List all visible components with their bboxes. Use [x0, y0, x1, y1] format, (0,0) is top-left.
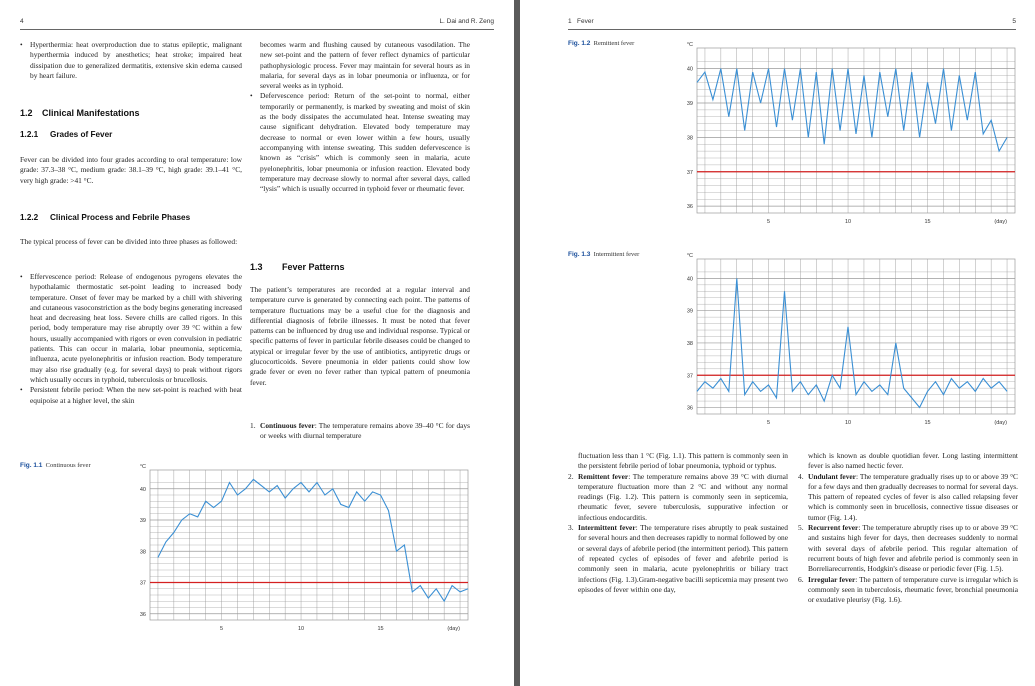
y-tick-label: 40 — [686, 66, 693, 73]
x-tick-label: 5 — [767, 420, 771, 426]
list-item-2: 2. Remittent fever: The temperature remains above 39 °C with diurnal temperature fluctuation more than 2 °C and without any normal readings (Fig. 1.2). This pattern is commonly seen in septicemia, rheumatic fever, severe tuberculosis, suppurative infection or infectious endocarditis. — [568, 471, 789, 522]
section-1-3-heading: 1.3 Fever Patterns — [250, 262, 345, 272]
x-tick-label: (day) — [994, 420, 1007, 426]
y-tick-label: 39 — [139, 518, 146, 524]
bullet-effervescence: • Effervescence period: Release of endogenous pyrogens elevates the hypothalamic thermostatic set-point leading to increased body temperature. Onset of fever may be marked by a chill with shivering and cutaneous vasoconstriction as the body begins generating increased heat and decreasing heat loss. Severe chills are called rigors. In this period, body temperature may rise abruptly over 39 °C within a few hours, usually accompanied with rigors or even convulsion in pediatric patients. This can occur in malaria, lobar pneumonia, septicemia, influenza, acute pyelonephritis or infusion reaction. Body temperature may also rise gradually (e.g. for several days) to peak without rigors which usually occurs in typhoid, tuberculosis or brucellosis. — [20, 272, 242, 384]
list-item-4: 4. Undulant fever: The temperature gradually rises up to or above 39 °C for a few days and then gradually decreases to normal for several days. This pattern of repeated cycles of fever is also called relapsing fever which is commonly seen in brucellosis, connective tissue diseases or tumor (Fig. 1.4). — [798, 471, 1018, 522]
x-tick-label: 10 — [297, 626, 305, 632]
double-quotidian-continuation: which is known as double quotidian fever. Long lasting intermittent fever is also named hectic fever. — [808, 451, 1018, 471]
page-number-right: 5 — [1012, 18, 1016, 25]
x-tick-label: 15 — [924, 420, 931, 426]
list-item-1: 1. Continuous fever: The temperature remains above 39–40 °C for days or weeks with diurnal temperature — [250, 421, 470, 441]
y-tick-label: 37 — [686, 169, 693, 176]
persistent-continuation: becomes warm and flushing caused by cutaneous vasodilation. The new set-point and the pattern of fever reflect dynamics of particular pathophysiologic process. Fever may maintain for several hours as in malaria, for several days as in lobar pneumonia or influenza, or for several weeks as in typhoid. — [260, 40, 470, 91]
right-page — [520, 0, 1035, 686]
section-1-2-heading: 1.2 Clinical Manifestations — [20, 108, 140, 118]
y-tick-label: 36 — [139, 611, 146, 618]
running-head-chapter: 1 Fever — [568, 18, 594, 25]
phases-intro: The typical process of fever can be divided into three phases as followed: — [20, 237, 238, 246]
x-tick-label: (day) — [994, 219, 1007, 225]
page-number-left: 4 — [20, 18, 24, 25]
bullet-defervescence: • Defervescence period: Return of the set-point to normal, either temporarily or permanently, is marked by sweating and moist of skin as the body dissipates the accumulated heat. Intense sweating may cause significant dehydration. Elevated body temperature may decrease to normal or even lower within a few hours, usually accompanying with intense sweating. This sudden defervescence is known as “crisis” which is commonly seen in malaria, acute pyelonephritis, lobar pneumonia or infusion reaction. Elevated body temperature may decrease slowly to normal after several days, called “lysis” which is usually occurred in typhoid fever or rheumatic fever. — [250, 91, 470, 194]
y-tick-label: 36 — [686, 204, 693, 211]
x-tick-label: 10 — [844, 420, 852, 426]
y-tick-label: 38 — [686, 340, 693, 347]
x-tick-label: 5 — [220, 626, 224, 632]
y-tick-label: 38 — [686, 135, 693, 142]
x-tick-label: 15 — [924, 219, 931, 225]
list-item-3: 3. Intermittent fever: The temperature rises abruptly to peak sustained for several hours and then decreases rapidly to normal followed by one or several days of afebrile period (the intermittent period). This pattern of repeated cycles of episodes of fever and afebrile period is commonly seen in malaria, acute pyelonephritis or biliary tract infections (Fig. 1.3).Gram-negative bacilli septicemia may present two episodes of fever within one day, — [568, 523, 788, 594]
list-item-6: 6. Irregular fever: The pattern of temperature curve is irregular which is commonly seen in tuberculosis, rheumatic fever, bronchial pneumonia or exudative pleurisy (Fig. 1.6). — [798, 574, 1018, 605]
header-rule-right — [568, 29, 1016, 30]
running-head-authors: L. Dai and R. Zeng — [439, 18, 494, 25]
list-item-5: 5. Recurrent fever: The temperature abruptly rises up to or above 39 °C and sustains high fever for days, then decreases suddenly to normal with several days of afebrile period. This regular alternation of recurrent bouts of high fever and afebrile period is commonly seen in Borreliarecurrentis, Hodgkin's disease or periodic fever (Fig. 1.5). — [798, 523, 1018, 574]
continuous-continuation: fluctuation less than 1 °C (Fig. 1.1). This pattern is commonly seen in the persistent febrile period of lobar pneumonia, typhoid or typhus. — [578, 451, 788, 471]
fig-1-3-caption: Fig. 1.3 Intermittent fever — [568, 251, 640, 258]
fig-1-1-caption: Fig. 1.1 Continuous fever — [20, 462, 91, 469]
grades-paragraph: Fever can be divided into four grades according to oral temperature: low grade: 37.3–38 °C, medium grade: 38.1–39 °C, high grade: 39.1–41 °C, very high grade: >41 °C. — [20, 155, 242, 185]
unit-label: °C — [686, 253, 693, 259]
left-page — [0, 0, 514, 686]
right-col1 — [568, 451, 788, 595]
unit-label: °C — [686, 42, 693, 48]
x-tick-label: (day) — [447, 626, 460, 632]
fig-1-1-chart — [128, 460, 478, 640]
patterns-paragraph: The patient’s temperatures are recorded at a regular interval and temperature curve is generated by connecting each point. The patterns of temperature fluctuations may be a useful clue for the diagnosis and differential diagnosis of febrile illnesses. It must be noted that fever patterns can be influenced by drug use and individual response. Typical or specific patterns of fever in particular febrile diseases could be changed to atypical or irregular fever by the use of antibiotics, antipyretic drugs or glucocorticoids. Severe pneumonia in elder patients could show low grade fever or even no fever rather than typical pattern of pneumonia fever. — [250, 285, 470, 387]
left-col2-top — [250, 40, 470, 194]
y-tick-label: 39 — [686, 308, 693, 315]
y-tick-label: 39 — [686, 101, 693, 107]
x-tick-label: 15 — [377, 626, 384, 632]
fig-1-3-chart — [675, 249, 1025, 434]
y-tick-label: 36 — [686, 405, 693, 412]
y-tick-label: 38 — [139, 549, 146, 556]
header-rule — [20, 29, 494, 30]
fig-1-2-caption: Fig. 1.2 Remittent fever — [568, 40, 635, 47]
section-1-2-1-heading: 1.2.1 Grades of Fever — [20, 130, 113, 139]
y-tick-label: 37 — [686, 373, 693, 380]
y-tick-label: 37 — [139, 580, 146, 587]
y-tick-label: 40 — [686, 276, 693, 283]
x-tick-label: 10 — [844, 219, 852, 225]
left-col1-bullets — [20, 272, 242, 406]
left-col1-top — [20, 40, 242, 81]
fig-1-2-chart — [675, 38, 1025, 233]
bullet-hyperthermia: • Hyperthermia: heat overproduction due to status epileptic, malignant hyperthermia induced by anesthetics; heat stroke; impaired heat dissipation due to generalized dermatitis, extensive skin edema caused by heart failure. — [20, 40, 242, 80]
unit-label: °C — [139, 464, 146, 470]
x-tick-label: 5 — [767, 219, 771, 225]
section-1-2-2-heading: 1.2.2 Clinical Process and Febrile Phases — [20, 213, 191, 222]
right-col2 — [798, 451, 1018, 605]
bullet-persistent: • Persistent febrile period: When the new set-point is reached with heat equipoise at a higher level, the skin — [20, 385, 242, 405]
y-tick-label: 40 — [139, 486, 146, 493]
